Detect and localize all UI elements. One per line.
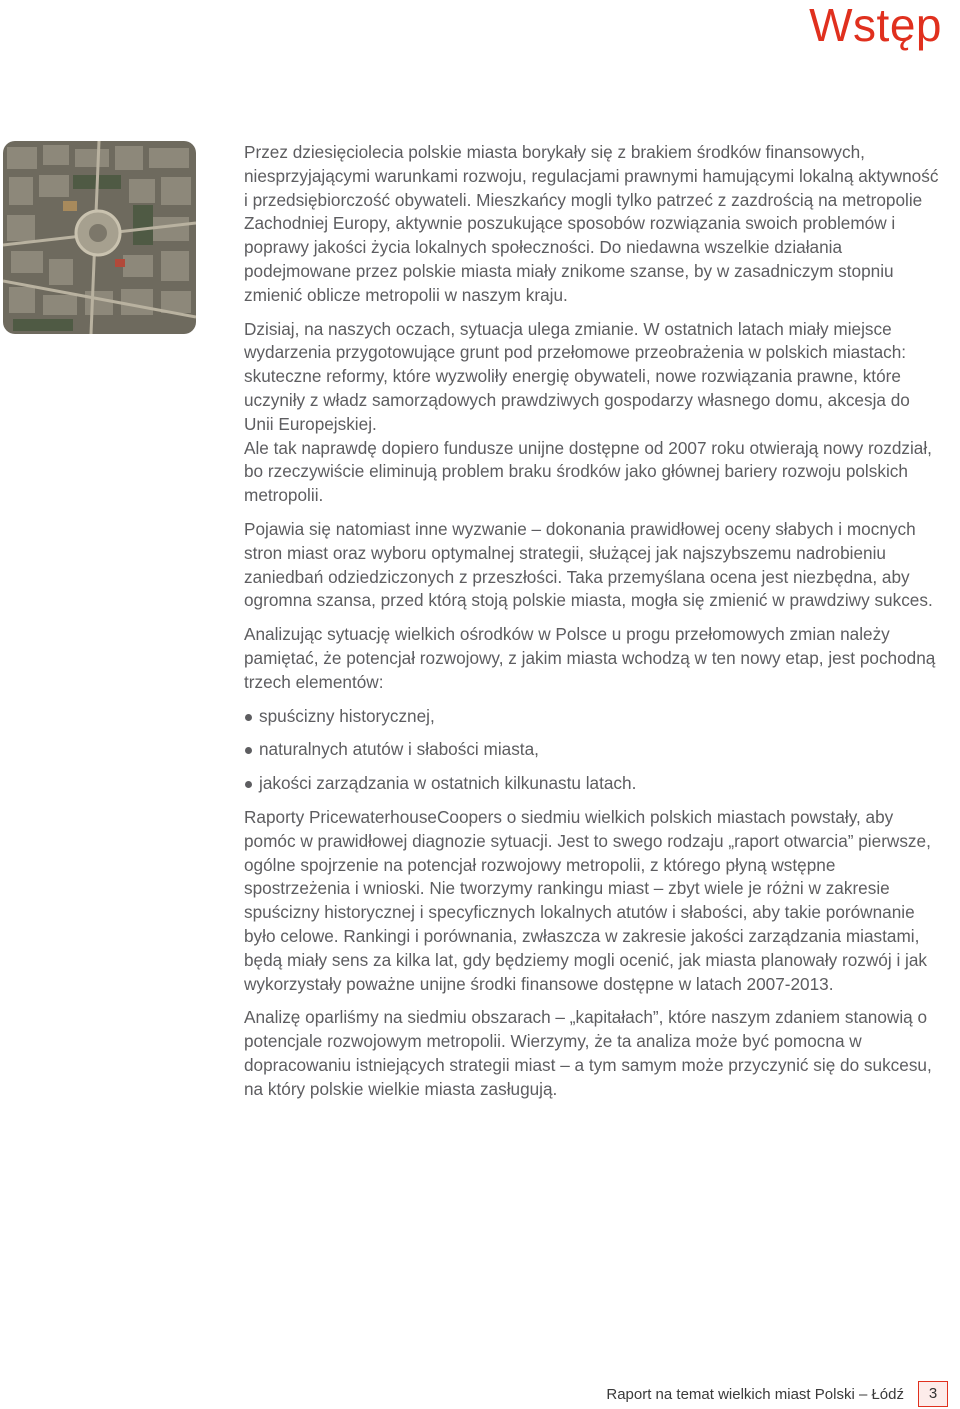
bullet-list	[244, 705, 944, 796]
page-title: Wstęp	[809, 0, 942, 51]
paragraph: Analizę oparliśmy na siedmiu obszarach – „kapitałach”, które naszym zdaniem stanowią o potencjale rozwojowym metropolii. Wierzymy, że ta analiza może być pomocna w dopracowaniu istniejących strategii miast – a tym samym może przyczynić się do sukcesu, na który polskie wielkie miasta zasługują.	[244, 1007, 932, 1099]
page-number: 3	[918, 1381, 948, 1407]
list-item: spuścizny historycznej,	[244, 705, 944, 729]
aerial-city-image	[3, 141, 196, 334]
list-item: jakości zarządzania w ostatnich kilkunastu latach.	[244, 772, 944, 796]
list-item: naturalnych atutów i słabości miasta,	[244, 738, 944, 762]
paragraph: Pojawia się natomiast inne wyzwanie – dokonania prawidłowej oceny słabych i mocnych stron miast oraz wyboru optymalnej strategii, służącej jak najszybszemu nadrobieniu zaniedbań odziedziczonych z przeszłości. Taka przemyślana ocena jest niezbędna, aby ogromna szansa, przed którą stoją polskie miasta, mogła się zmienić w prawdziwy sukces.	[244, 518, 933, 611]
paragraph: Dzisiaj, na naszych oczach, sytuacja ulega zmianie. W ostatnich latach miały miejsce wydarzenia przygotowujące grunt pod przełomowe przeobrażenia w polskich miastach: skuteczne reformy, które wyzwoliły energię obywateli, nowe rozwiązania prawne, które uczyniły z władz samorządowych prawdziwych gospodarzy własnego domu, akcesja do Unii Europejskiej.	[244, 318, 910, 434]
paragraph: Ale tak naprawdę dopiero fundusze unijne dostępne od 2007 roku otwierają nowy rozdział, bo rzeczywiście eliminują problem braku środków jako głównej bariery rozwoju polskich metropolii.	[244, 437, 932, 506]
paragraph: Przez dziesięciolecia polskie miasta borykały się z brakiem środków finansowych, niesprzyjającymi warunkami rozwoju, regulacjami prawnymi hamującymi lokalną aktywność i przedsiębiorczość obywateli. Mieszkańcy mogli tylko patrzeć z zazdrością na metropolie Zachodniej Europy, aktywnie poszukujące sposobów rozwiązania swoich problemów i poprawy jakości życia lokalnych społeczności. Do niedawna wszelkie działania podejmowane przez polskie miasta miały znikome szanse, by w zasadniczym stopniu zmienić oblicze metropolii w naszym kraju.	[244, 142, 939, 305]
aerial-city-photo	[3, 141, 196, 334]
page-footer	[606, 1380, 948, 1408]
paragraph: Analizując sytuację wielkich ośrodków w Polsce u progu przełomowych zmian należy pamiętać, że potencjał rozwojowy, z jakim miasta wchodzą w ten nowy etap, jest pochodną trzech elementów:	[244, 624, 936, 692]
footer-report-title: Raport na temat wielkich miast Polski – Łódź	[606, 1385, 904, 1403]
paragraph: Raporty PricewaterhouseCoopers o siedmiu wielkich polskich miastach powstały, aby pomóc w prawidłowej diagnozie sytuacji. Jest to swego rodzaju „raport otwarcia” pierwsze, ogólne spojrzenie na potencjał rozwojowy metropolii, z którego płyną wstępne spostrzeżenia i wnioski. Nie tworzymy rankingu miast – zbyt wiele je różni w zakresie spuścizny historycznej i specyficznych lokalnych atutów i słabości, aby takie porównanie było celowe. Rankingi i porównania, zwłaszcza w zakresie jakości zarządzania miastami, będą miały sens za kilka lat, gdy będziemy mogli ocenić, jak miasta planowały rozwój i jak wykorzystały poważne unijne środki finansowe dostępne w latach 2007-2013.	[244, 806, 931, 994]
intro-text	[244, 141, 944, 1111]
